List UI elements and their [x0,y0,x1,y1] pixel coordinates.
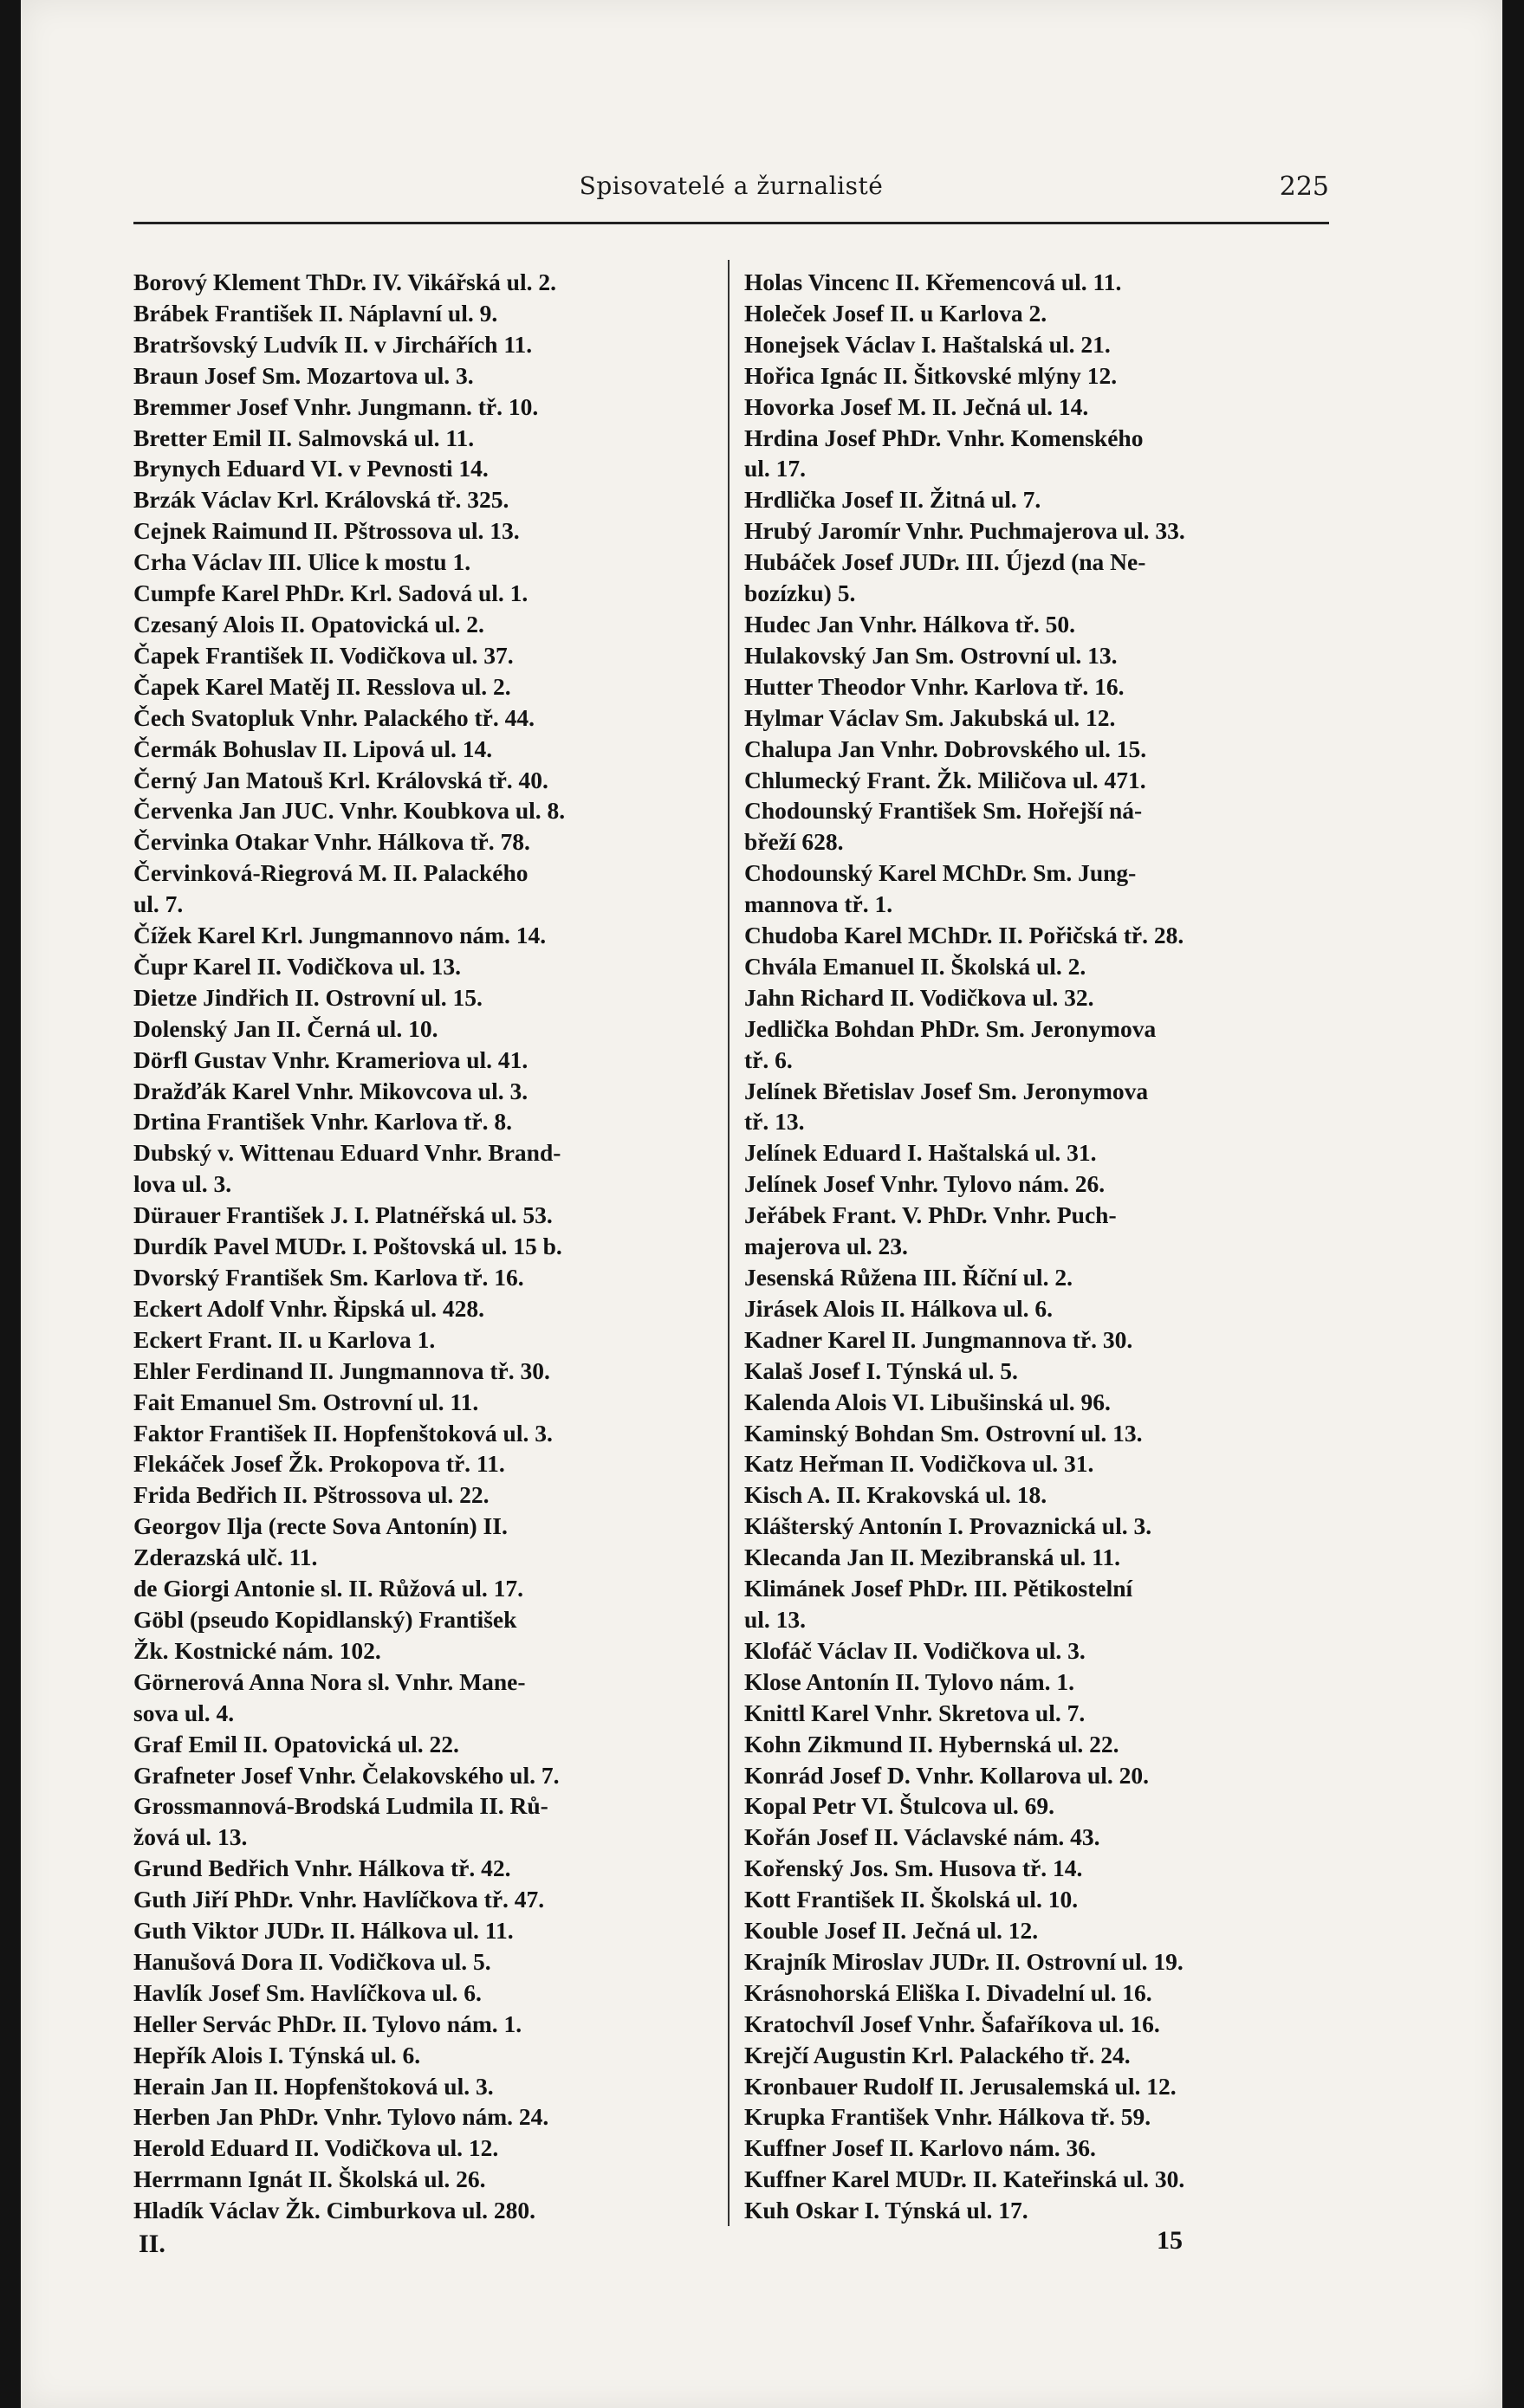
directory-entry: Herold Eduard II. Vodičkova ul. 12. [133,2134,499,2162]
directory-entry: Krupka František Vnhr. Hálkova tř. 59. [744,2103,1151,2131]
directory-entry: Braun Josef Sm. Mozartova ul. 3. [133,361,474,389]
directory-entry: Krásnohorská Eliška I. Divadelní ul. 16. [744,1978,1152,2006]
directory-entry: Krejčí Augustin Krl. Palackého tř. 24. [744,2041,1131,2068]
directory-entry: Herrmann Ignát II. Školská ul. 26. [133,2165,486,2193]
directory-entry: majerova ul. 23. [744,1233,908,1260]
directory-entry: Chodounský František Sm. Hořejší ná- [744,797,1143,825]
directory-entry: Katz Heřman II. Vodičkova ul. 31. [744,1450,1094,1478]
directory-entry: Klášterský Antonín I. Provaznická ul. 3. [744,1512,1152,1540]
directory-entry: Čížek Karel Krl. Jungmannovo nám. 14. [133,922,547,949]
directory-entry: Jelínek Břetislav Josef Sm. Jeronymova [744,1077,1149,1104]
directory-entry: Herain Jan II. Hopfenštoková ul. 3. [133,2072,494,2100]
directory-entry: Göbl (pseudo Kopidlanský) František [133,1605,517,1633]
directory-entry: břeží 628. [744,828,844,856]
directory-entry: Dražďák Karel Vnhr. Mikovcova ul. 3. [133,1077,529,1104]
directory-entry: Kohn Zikmund II. Hybernská ul. 22. [744,1730,1119,1757]
directory-entry: Hovorka Josef M. II. Ječná ul. 14. [744,392,1089,420]
directory-entry: Grund Bedřich Vnhr. Hálkova tř. 42. [133,1855,511,1882]
directory-entry: Brábek František II. Náplavní ul. 9. [133,299,498,327]
directory-entry: Dolenský Jan II. Černá ul. 10. [133,1014,438,1042]
directory-entry: Knittl Karel Vnhr. Skretova ul. 7. [744,1699,1086,1726]
directory-entry: Kadner Karel II. Jungmannova tř. 30. [744,1325,1133,1353]
directory-entry: Jeřábek Frant. V. PhDr. Vnhr. Puch- [744,1201,1117,1229]
directory-entry: Dürauer František J. I. Platnéřská ul. 53. [133,1201,553,1229]
directory-entry: Chudoba Karel MChDr. II. Pořičská tř. 28. [744,922,1184,949]
directory-entry: Hrdlička Josef II. Žitná ul. 7. [744,486,1041,514]
directory-entry: lova ul. 3. [133,1170,232,1198]
directory-entry: Grafneter Josef Vnhr. Čelakovského ul. 7. [133,1761,560,1789]
directory-entry: Fait Emanuel Sm. Ostrovní ul. 11. [133,1388,479,1415]
directory-entry: Guth Viktor JUDr. II. Hálkova ul. 11. [133,1917,514,1945]
running-title: Spisovatelé a žurnalisté [579,172,884,200]
directory-entry: de Giorgi Antonie sl. II. Růžová ul. 17. [133,1575,523,1602]
left-column [133,267,720,2226]
directory-entry: tř. 13. [744,1108,805,1136]
right-column [744,267,1333,2226]
directory-entry: Krajník Miroslav JUDr. II. Ostrovní ul. 19. [744,1947,1184,1975]
directory-entry: Dvorský František Sm. Karlova tř. 16. [133,1264,524,1291]
directory-entry: Kratochvíl Josef Vnhr. Šafaříkova ul. 16. [744,2010,1160,2037]
directory-entry: Hladík Václav Žk. Cimburkova ul. 280. [133,2197,536,2224]
directory-entry: žová ul. 13. [133,1823,248,1851]
directory-entry: Faktor František II. Hopfenštoková ul. 3. [133,1419,553,1447]
directory-entry: Kalenda Alois VI. Libušinská ul. 96. [744,1388,1111,1415]
directory-entry: bozízku) 5. [744,579,856,607]
page-number: 225 [1279,172,1329,202]
directory-entry: Konrád Josef D. Vnhr. Kollarova ul. 20. [744,1761,1150,1789]
directory-entry: mannova tř. 1. [744,890,893,918]
directory-entry: Kouble Josef II. Ječná ul. 12. [744,1917,1039,1945]
directory-entry: Hutter Theodor Vnhr. Karlova tř. 16. [744,672,1125,700]
directory-entry: Jelínek Eduard I. Haštalská ul. 31. [744,1139,1097,1167]
directory-entry: Hrdina Josef PhDr. Vnhr. Komenského [744,424,1144,451]
directory-entry: Jedlička Bohdan PhDr. Sm. Jeronymova [744,1014,1157,1042]
directory-entry: ul. 7. [133,890,184,918]
directory-entry: Graf Emil II. Opatovická ul. 22. [133,1730,459,1757]
directory-entry: Cejnek Raimund II. Pštrossova ul. 13. [133,517,520,545]
directory-entry: Havlík Josef Sm. Havlíčkova ul. 6. [133,1978,482,2006]
directory-entry: Hulakovský Jan Sm. Ostrovní ul. 13. [744,641,1118,669]
directory-entry: Grossmannová-Brodská Ludmila II. Rů- [133,1792,548,1820]
directory-entry: Eckert Frant. II. u Karlova 1. [133,1325,436,1353]
directory-entry: Drtina František Vnhr. Karlova tř. 8. [133,1108,512,1136]
directory-entry: Honejsek Václav I. Haštalská ul. 21. [744,330,1111,358]
directory-entry: Kuffner Josef II. Karlovo nám. 36. [744,2134,1096,2162]
directory-entry: Heller Servác PhDr. II. Tylovo nám. 1. [133,2010,522,2037]
directory-entry: Hubáček Josef JUDr. III. Újezd (na Ne- [744,548,1146,576]
directory-entry: Chlumecký Frant. Žk. Miličova ul. 471. [744,766,1146,793]
directory-entry: Eckert Adolf Vnhr. Řipská ul. 428. [133,1294,484,1322]
directory-entry: Cumpfe Karel PhDr. Krl. Sadová ul. 1. [133,579,529,607]
directory-entry: Klose Antonín II. Tylovo nám. 1. [744,1667,1075,1695]
directory-entry: Jirásek Alois II. Hálkova ul. 6. [744,1294,1054,1322]
directory-entry: Dietze Jindřich II. Ostrovní ul. 15. [133,983,483,1011]
directory-entry: ul. 13. [744,1605,807,1633]
directory-entry: Hylmar Václav Sm. Jakubská ul. 12. [744,703,1116,731]
directory-entry: Klimánek Josef PhDr. III. Pětikostelní [744,1575,1133,1602]
directory-entry: Ehler Ferdinand II. Jungmannova tř. 30. [133,1356,550,1384]
directory-entry: Jahn Richard II. Vodičkova ul. 32. [744,983,1094,1011]
directory-entry: Holeček Josef II. u Karlova 2. [744,299,1047,327]
directory-entry: ul. 17. [744,455,807,482]
directory-entry: Červenka Jan JUC. Vnhr. Koubkova ul. 8. [133,797,566,825]
directory-entry: Chalupa Jan Vnhr. Dobrovského ul. 15. [744,735,1147,762]
column-divider [728,260,730,2226]
directory-entry: Görnerová Anna Nora sl. Vnhr. Mane- [133,1667,526,1695]
page [21,0,1502,2408]
directory-entry: Čapek František II. Vodičkova ul. 37. [133,641,514,669]
directory-entry: Kaminský Bohdan Sm. Ostrovní ul. 13. [744,1419,1143,1447]
directory-entry: Holas Vincenc II. Křemencová ul. 11. [744,269,1122,295]
directory-entry: tř. 6. [744,1045,793,1073]
directory-entry: Czesaný Alois II. Opatovická ul. 2. [133,610,484,638]
directory-entry: Herben Jan PhDr. Vnhr. Tylovo nám. 24. [133,2103,549,2131]
directory-entry: Kalaš Josef I. Týnská ul. 5. [744,1356,1018,1384]
directory-entry: Klofáč Václav II. Vodičkova ul. 3. [744,1636,1086,1664]
running-header [133,170,1329,224]
directory-entry: Crha Václav III. Ulice k mostu 1. [133,548,471,576]
directory-entry: Čermák Bohuslav II. Lipová ul. 14. [133,735,493,762]
directory-entry: Červinka Otakar Vnhr. Hálkova tř. 78. [133,828,530,856]
directory-entry: Jelínek Josef Vnhr. Tylovo nám. 26. [744,1170,1106,1198]
signature-mark-left: II. [139,2230,165,2258]
directory-entry: Flekáček Josef Žk. Prokopova tř. 11. [133,1450,505,1478]
directory-entry: Dörfl Gustav Vnhr. Krameriova ul. 41. [133,1045,529,1073]
signature-mark-right: 15 [1157,2226,1183,2255]
directory-entry: Hořica Ignác II. Šitkovské mlýny 12. [744,361,1118,389]
directory-entry: Hrubý Jaromír Vnhr. Puchmajerova ul. 33. [744,517,1185,545]
directory-entry: Borový Klement ThDr. IV. Vikářská ul. 2. [133,269,556,295]
directory-entry: Bremmer Josef Vnhr. Jungmann. tř. 10. [133,392,539,420]
directory-entry: Klecanda Jan II. Mezibranská ul. 11. [744,1544,1120,1571]
directory-entry: Dubský v. Wittenau Eduard Vnhr. Brand- [133,1139,561,1167]
directory-entry: Kořán Josef II. Václavské nám. 43. [744,1823,1100,1851]
directory-entry: Brynych Eduard VI. v Pevnosti 14. [133,455,489,482]
directory-entry: Jesenská Růžena III. Říční ul. 2. [744,1264,1073,1291]
directory-entry: Brzák Václav Krl. Královská tř. 325. [133,486,509,514]
directory-entry: Kronbauer Rudolf II. Jerusalemská ul. 12. [744,2072,1177,2100]
directory-entry: Kott František II. Školská ul. 10. [744,1886,1079,1913]
directory-entry: Chvála Emanuel II. Školská ul. 2. [744,952,1086,980]
directory-entry: Zderazská ulč. 11. [133,1544,318,1571]
directory-entry: Guth Jiří PhDr. Vnhr. Havlíčkova tř. 47. [133,1886,545,1913]
directory-entry: Georgov Ilja (recte Sova Antonín) II. [133,1512,508,1540]
directory-entry: Kořenský Jos. Sm. Husova tř. 14. [744,1855,1083,1882]
directory-entry: Kopal Petr VI. Štulcova ul. 69. [744,1792,1055,1820]
directory-entry: Hudec Jan Vnhr. Hálkova tř. 50. [744,610,1076,638]
directory-entry: Čupr Karel II. Vodičkova ul. 13. [133,952,461,980]
directory-entry: Čech Svatopluk Vnhr. Palackého tř. 44. [133,703,535,731]
directory-entry: Bretter Emil II. Salmovská ul. 11. [133,424,475,451]
directory-entry: Žk. Kostnické nám. 102. [133,1636,381,1664]
directory-entry: Hepřík Alois I. Týnská ul. 6. [133,2041,421,2068]
directory-entry: sova ul. 4. [133,1699,235,1726]
directory-entry: Červinková-Riegrová M. II. Palackého [133,859,529,887]
directory-entry: Hanušová Dora II. Vodičkova ul. 5. [133,1947,491,1975]
directory-entry: Čapek Karel Matěj II. Resslova ul. 2. [133,672,511,700]
directory-entry: Frida Bedřich II. Pštrossova ul. 22. [133,1481,490,1509]
directory-entry: Durdík Pavel MUDr. I. Poštovská ul. 15 b. [133,1233,562,1260]
directory-entry: Chodounský Karel MChDr. Sm. Jung- [744,859,1137,887]
directory-entry: Kisch A. II. Krakovská ul. 18. [744,1481,1047,1509]
directory-entry: Kuffner Karel MUDr. II. Kateřinská ul. 30. [744,2165,1185,2193]
directory-entry: Bratršovský Ludvík II. v Jirchářích 11. [133,330,533,358]
directory-entry: Kuh Oskar I. Týnská ul. 17. [744,2197,1028,2224]
directory-entry: Černý Jan Matouš Krl. Královská tř. 40. [133,766,548,793]
